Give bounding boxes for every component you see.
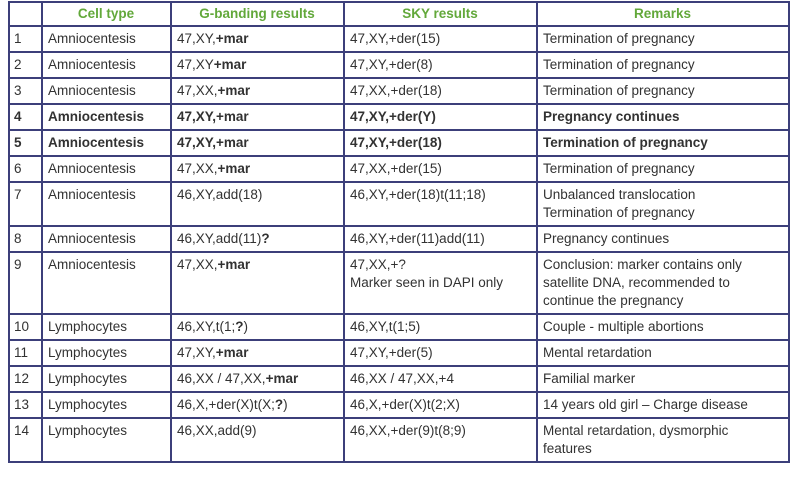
cell-type: Amniocentesis: [42, 104, 171, 130]
row-number: 14: [9, 418, 42, 462]
remark-line: Mental retardation: [543, 345, 652, 360]
cell-type: Lymphocytes: [42, 366, 171, 392]
remarks: [537, 26, 789, 52]
sky-text: 46,XX / 47,XX,+4: [350, 371, 454, 386]
remark-line: Mental retardation, dysmorphic: [543, 423, 729, 438]
cell-type: Amniocentesis: [42, 130, 171, 156]
sky-text: 47,XX,+der(18): [350, 83, 442, 98]
g-banding-result: [171, 52, 344, 78]
g-banding-text: 46,XY,t(1;: [177, 319, 236, 334]
row-number: 6: [9, 156, 42, 182]
g-banding-text: 46,XY,add(18): [177, 187, 263, 202]
table-row: [9, 182, 789, 226]
g-banding-result: [171, 314, 344, 340]
g-banding-marker: +mar: [216, 109, 249, 124]
sky-result: [344, 78, 537, 104]
sky-result: [344, 252, 537, 314]
remark-line: Termination of pregnancy: [543, 83, 695, 98]
remarks: [537, 314, 789, 340]
remarks: [537, 104, 789, 130]
cell-type: Amniocentesis: [42, 78, 171, 104]
sky-text: 47,XY,+der(Y): [350, 109, 436, 124]
g-banding-result: [171, 392, 344, 418]
sky-result: [344, 26, 537, 52]
cell-type: Lymphocytes: [42, 392, 171, 418]
remark-line: Pregnancy continues: [543, 109, 680, 124]
header-row: [9, 2, 789, 26]
g-banding-marker: +mar: [213, 57, 247, 72]
remark-line: 14 years old girl – Charge disease: [543, 397, 748, 412]
g-banding-result: [171, 418, 344, 462]
g-banding-result: [171, 340, 344, 366]
g-banding-result: [171, 78, 344, 104]
g-banding-result: [171, 366, 344, 392]
sky-text: 47,XY,+der(15): [350, 31, 441, 46]
remarks: [537, 130, 789, 156]
g-banding-marker: +mar: [217, 161, 251, 176]
sky-note: Marker seen in DAPI only: [350, 275, 504, 290]
g-banding-marker: +mar: [215, 345, 249, 360]
remarks: [537, 252, 789, 314]
sky-result: [344, 366, 537, 392]
cell-type: Amniocentesis: [42, 52, 171, 78]
remark-line: Termination of pregnancy: [543, 135, 708, 150]
sky-text: 47,XY,+der(18): [350, 135, 442, 150]
cell-type: Amniocentesis: [42, 226, 171, 252]
g-banding-result: [171, 130, 344, 156]
remark-line: Familial marker: [543, 371, 636, 386]
table-row: [9, 252, 789, 314]
g-banding-text: 47,XY,: [177, 31, 216, 46]
remark-line: Termination of pregnancy: [543, 31, 695, 46]
sky-result: [344, 182, 537, 226]
cell-type: Amniocentesis: [42, 252, 171, 314]
g-banding-suffix: ): [283, 397, 288, 412]
g-banding-result: [171, 252, 344, 314]
remarks: [537, 156, 789, 182]
remarks: [537, 226, 789, 252]
g-banding-text: 47,XX,: [177, 83, 218, 98]
header-sky: SKY results: [344, 2, 537, 26]
sky-text: 46,XY,+der(18)t(11;18): [350, 187, 486, 202]
sky-result: [344, 52, 537, 78]
table-row: [9, 226, 789, 252]
g-banding-text: 47,XX,: [177, 257, 218, 272]
table-row: [9, 78, 789, 104]
g-banding-result: [171, 156, 344, 182]
g-banding-text: 47,XX,: [177, 161, 218, 176]
row-number: 7: [9, 182, 42, 226]
table-row: [9, 156, 789, 182]
row-number: 8: [9, 226, 42, 252]
sky-text: 47,XX,+der(15): [350, 161, 442, 176]
cell-type: Amniocentesis: [42, 156, 171, 182]
remark-line: continue the pregnancy: [543, 293, 684, 308]
table-row: [9, 392, 789, 418]
remarks: [537, 182, 789, 226]
sky-result: [344, 156, 537, 182]
header-cell-type: Cell type: [42, 2, 171, 26]
sky-result: [344, 226, 537, 252]
header-remarks: Remarks: [537, 2, 789, 26]
karyotype-table: [8, 1, 790, 463]
g-banding-marker: +mar: [216, 135, 249, 150]
table-row: [9, 104, 789, 130]
remarks: [537, 340, 789, 366]
remark-line: Termination of pregnancy: [543, 205, 695, 220]
sky-result: [344, 130, 537, 156]
remark-line: Couple - multiple abortions: [543, 319, 704, 334]
sky-text: 46,X,+der(X)t(2;X): [350, 397, 460, 412]
remark-line: Termination of pregnancy: [543, 57, 695, 72]
row-number: 11: [9, 340, 42, 366]
table-row: [9, 314, 789, 340]
table-row: [9, 418, 789, 462]
g-banding-text: 47,XY,: [177, 345, 216, 360]
g-banding-marker: +mar: [217, 257, 251, 272]
row-number: 10: [9, 314, 42, 340]
cell-type: Lymphocytes: [42, 314, 171, 340]
table-row: [9, 366, 789, 392]
remarks: [537, 78, 789, 104]
sky-text: 47,XY,+der(8): [350, 57, 433, 72]
cell-type: Amniocentesis: [42, 182, 171, 226]
row-number: 1: [9, 26, 42, 52]
row-number: 2: [9, 52, 42, 78]
remark-line: features: [543, 441, 592, 456]
row-number: 13: [9, 392, 42, 418]
g-banding-result: [171, 182, 344, 226]
remark-line: Termination of pregnancy: [543, 161, 695, 176]
remark-line: Conclusion: marker contains only: [543, 257, 742, 272]
g-banding-text: 46,XX / 47,XX,: [177, 371, 266, 386]
g-banding-marker: +mar: [265, 371, 299, 386]
header-number: [9, 2, 42, 26]
cell-type: Lymphocytes: [42, 340, 171, 366]
g-banding-suffix: ): [243, 319, 249, 334]
sky-text: 46,XY,t(1;5): [350, 319, 421, 334]
sky-text: 46,XY,+der(11)add(11): [350, 231, 485, 246]
remarks: [537, 52, 789, 78]
g-banding-result: [171, 226, 344, 252]
g-banding-marker: ?: [274, 397, 284, 412]
row-number: 3: [9, 78, 42, 104]
g-banding-text: 47,XY,: [177, 109, 217, 124]
sky-text: 47,XX,+?: [350, 257, 406, 272]
g-banding-text: 46,XX,add(9): [177, 423, 257, 438]
g-banding-marker: ?: [261, 231, 270, 246]
cell-type: Lymphocytes: [42, 418, 171, 462]
sky-text: 47,XY,+der(5): [350, 345, 433, 360]
g-banding-text: 46,X,+der(X)t(X;: [177, 397, 275, 412]
cell-type: Amniocentesis: [42, 26, 171, 52]
row-number: 12: [9, 366, 42, 392]
sky-result: [344, 104, 537, 130]
remark-line: Pregnancy continues: [543, 231, 670, 246]
remark-line: Unbalanced translocation: [543, 187, 696, 202]
g-banding-marker: +mar: [215, 31, 249, 46]
row-number: 4: [9, 104, 42, 130]
table-row: [9, 130, 789, 156]
row-number: 9: [9, 252, 42, 314]
sky-text: 46,XX,+der(9)t(8;9): [350, 423, 466, 438]
remarks: [537, 418, 789, 462]
g-banding-marker: ?: [235, 319, 244, 334]
header-g-banding: G-banding results: [171, 2, 344, 26]
sky-result: [344, 392, 537, 418]
g-banding-result: [171, 26, 344, 52]
table-row: [9, 340, 789, 366]
sky-result: [344, 418, 537, 462]
g-banding-marker: +mar: [217, 83, 251, 98]
remark-line: satellite DNA, recommended to: [543, 275, 730, 290]
table-row: [9, 52, 789, 78]
remarks: [537, 366, 789, 392]
table-body: [9, 26, 789, 462]
g-banding-result: [171, 104, 344, 130]
row-number: 5: [9, 130, 42, 156]
sky-result: [344, 340, 537, 366]
g-banding-text: 47,XY,: [177, 135, 217, 150]
g-banding-text: 47,XY: [177, 57, 214, 72]
remarks: [537, 392, 789, 418]
g-banding-text: 46,XY,add(11): [177, 231, 262, 246]
sky-result: [344, 314, 537, 340]
table-row: [9, 26, 789, 52]
